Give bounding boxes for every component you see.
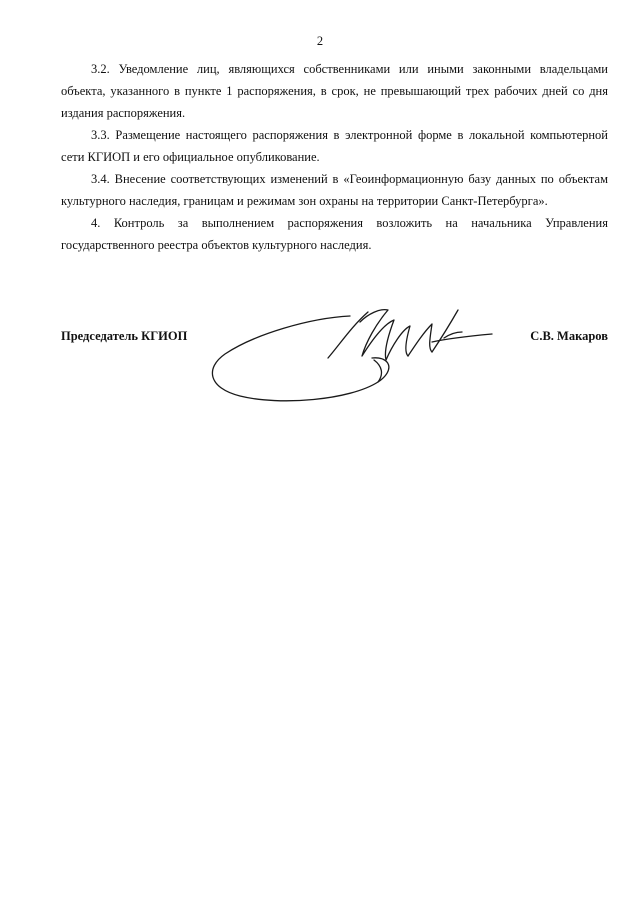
document-body (61, 58, 608, 256)
signer-name: С.В. Макаров (530, 329, 608, 343)
handwritten-signature (200, 296, 500, 406)
paragraph-3-3: 3.3. Размещение настоящего распоряжения в электронной форме в локальной компьютерной сети КГИОП и его официальное опубликование. (61, 128, 608, 164)
page-number: 2 (316, 34, 324, 48)
paragraph-3-2: 3.2. Уведомление лиц, являющихся собственниками или иными законными владельцами объекта, указанного в пункте 1 распоряжения, в срок, не превышающий трех рабочих дней со дня издания распоряжения. (61, 62, 608, 120)
paragraph-4: 4. Контроль за выполнением распоряжения возложить на начальника Управления государственного реестра объектов культурного наследия. (61, 216, 608, 252)
signer-title: Председатель КГИОП (61, 329, 188, 343)
paragraph-3-4: 3.4. Внесение соответствующих изменений в «Геоинформационную базу данных по объектам культурного наследия, границам и режимам зон охраны на территории Санкт-Петербурга». (61, 172, 608, 208)
